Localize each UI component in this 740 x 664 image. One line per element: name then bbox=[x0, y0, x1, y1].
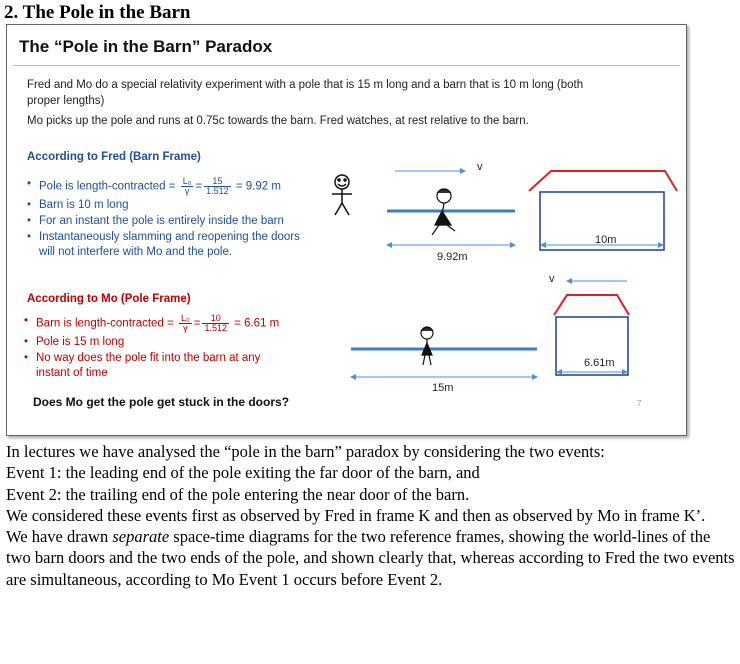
pole-barn-diagram bbox=[7, 25, 686, 435]
slide-question: Does Mo get the pole get stuck in the doors? bbox=[33, 395, 290, 409]
intro-text-2: Mo picks up the pole and runs at 0.75c towards the barn. Fred watches, at rest relative to the barn. bbox=[27, 115, 529, 127]
fred-bullet-4: • Instantaneously slamming and reopening the doors will not interfere with Mo and the pole. bbox=[27, 231, 300, 258]
slide-page-number: 7 bbox=[637, 399, 642, 408]
mo-bullet-1: • Barn is length-contracted = $\frac{\text{L₀}}{\gamma}$ = $\frac{10}{1.512}$ = 6.61 m bbox=[24, 313, 280, 333]
fred-bullet-1: • Pole is length-contracted = $\frac{\text{L₀}}{\gamma}$ = $\frac{15}{1.512}$ = 9.92 m bbox=[27, 176, 281, 196]
section-heading: 2. The Pole in the Barn bbox=[4, 2, 191, 23]
slide-title: The “Pole in the Barn” Paradox bbox=[19, 37, 273, 56]
body-paragraph-2: Event 1: the leading end of the pole exiting the far door of the barn, and bbox=[6, 463, 480, 483]
mo-bullet-3: • No way does the pole fit into the barn at any instant of time bbox=[24, 352, 261, 379]
pole-length-label-fred: 9.92m bbox=[437, 251, 468, 263]
fred-stick-figure bbox=[332, 175, 352, 215]
pole-length-label-mo: 15m bbox=[432, 382, 454, 394]
fred-heading: According to Fred (Barn Frame) bbox=[27, 151, 201, 163]
mo-heading: According to Mo (Pole Frame) bbox=[27, 293, 191, 305]
body-paragraph-1: In lectures we have analysed the “pole in the barn” paradox by considering the two events: bbox=[6, 442, 605, 461]
barn-roof-fred bbox=[529, 171, 677, 191]
barn-length-label-mo: 6.61m bbox=[584, 357, 615, 369]
body-text bbox=[6, 441, 736, 590]
mo-standing-figure bbox=[421, 327, 433, 365]
lecture-slide bbox=[6, 24, 687, 436]
fred-bullet-2: • Barn is 10 m long bbox=[27, 199, 129, 211]
intro-text-1: Fred and Mo do a special relativity experiment with a pole that is 15 m long and a barn that is 10 m long (both proper lengths) bbox=[27, 79, 584, 107]
mo-bullet-2: • Pole is 15 m long bbox=[24, 336, 125, 348]
barn-roof-mo bbox=[554, 295, 629, 315]
body-paragraph-4: We considered these events first as observed by Fred in frame K and then as observed by Mo in frame K’. bbox=[6, 505, 706, 525]
velocity-label-mo: v bbox=[549, 273, 555, 285]
barn-length-label-fred: 10m bbox=[595, 234, 617, 246]
fred-bullet-3: • For an instant the pole is entirely inside the barn bbox=[27, 215, 284, 227]
body-paragraph-3: Event 2: the trailing end of the pole entering the near door of the barn. bbox=[6, 484, 470, 504]
velocity-label-fred: v bbox=[477, 161, 483, 173]
body-paragraph-5: We have drawn separate space-time diagrams for the two reference frames, showing the world-lines of the two barn doors and the two ends of the pole, and shown clearly that, whereas according to Fred the two events are simultaneous, according to Mo Event 1 occurs before Event 2. bbox=[6, 527, 735, 589]
